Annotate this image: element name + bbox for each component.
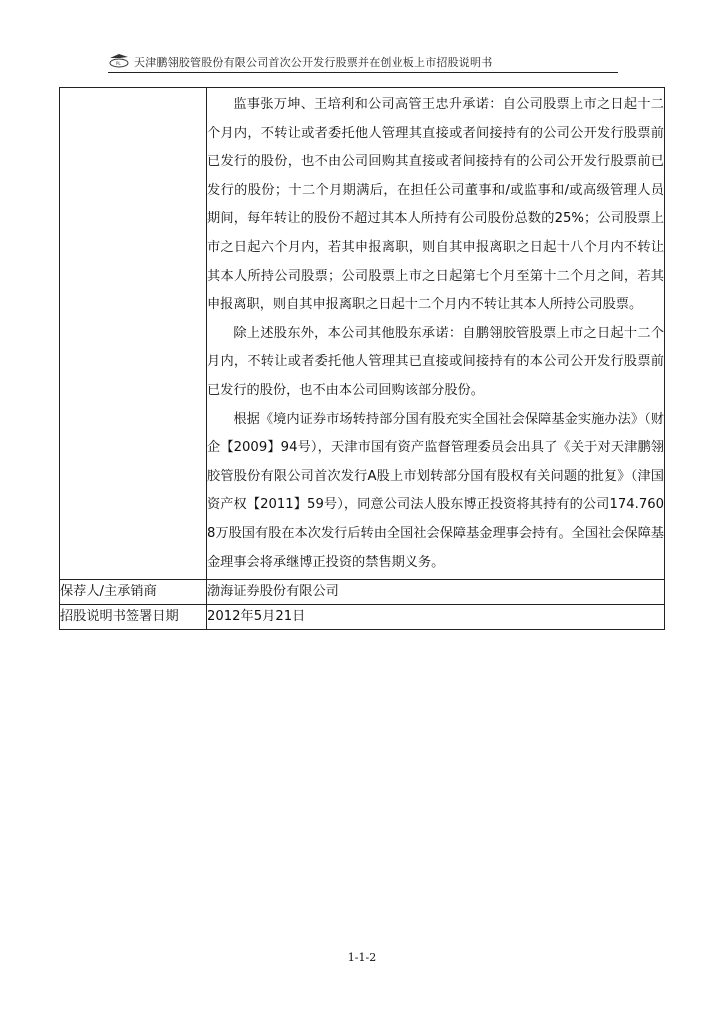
page-number: 1-1-2: [347, 951, 377, 964]
signing-date-label: 招股说明书签署日期: [60, 605, 207, 630]
info-table: [59, 87, 665, 630]
sponsor-value: 渤海证券股份有限公司: [207, 580, 665, 605]
lockup-row: [60, 88, 665, 580]
signing-date-value: 2012年5月21日: [207, 605, 665, 630]
lockup-paragraph: 根据《境内证券市场转持部分国有股充实全国社会保障基金实施办法》（财企【2009】94号），天津市国有资产监督管理委员会出具了《关于对天津鹏翎胶管股份有限公司首次发行A股上市划转部分国有股权有关问题的批复》（津国资产权【2011】59号），同意公司法人股东博正投资将其持有的公司174.7608万股国有股在本次发行后转由全国社会保障基金理事会持有。全国社会保障基金理事会将承继博正投资的禁售期义务。: [207, 411, 664, 570]
lockup-paragraph: 除上述股东外，本公司其他股东承诺：自鹏翎胶管股票上市之日起十二个月内，不转让或者委托他人管理其已直接或间接持有的本公司公开发行股票前已发行的股份，也不由本公司回购该部分股份。: [207, 325, 664, 398]
lockup-label-cell: [60, 88, 207, 580]
table-row: [60, 580, 665, 605]
sponsor-label: 保荐人/主承销商: [60, 580, 207, 605]
company-logo-icon: [108, 52, 130, 68]
lockup-paragraph: 监事张万坤、王培利和公司高管王忠升承诺：自公司股票上市之日起十二个月内，不转让或者委托他人管理其直接或者间接持有的公司公开发行股票前已发行的股份，也不由公司回购其直接或者间接持有的公司公开发行股票前已发行的股份；十二个月期满后，在担任公司董事和/或监事和/或高级管理人员期间，每年转让的股份不超过其本人所持有公司股份总数的25%；公司股票上市之日起六个月内，若其申报离职，则自其申报离职之日起十八个月内不转让其本人所持公司股票；公司股票上市之日起第七个月至第十二个月之间，若其申报离职，则自其申报离职之日起十二个月内不转让其本人所持公司股票。: [207, 97, 664, 313]
lockup-content-cell: [207, 88, 665, 580]
page-header: [108, 50, 618, 73]
svg-text:PL: PL: [116, 61, 121, 66]
table-row: [60, 605, 665, 630]
document-title: 天津鹏翎胶管股份有限公司首次公开发行股票并在创业板上市招股说明书: [134, 56, 493, 69]
